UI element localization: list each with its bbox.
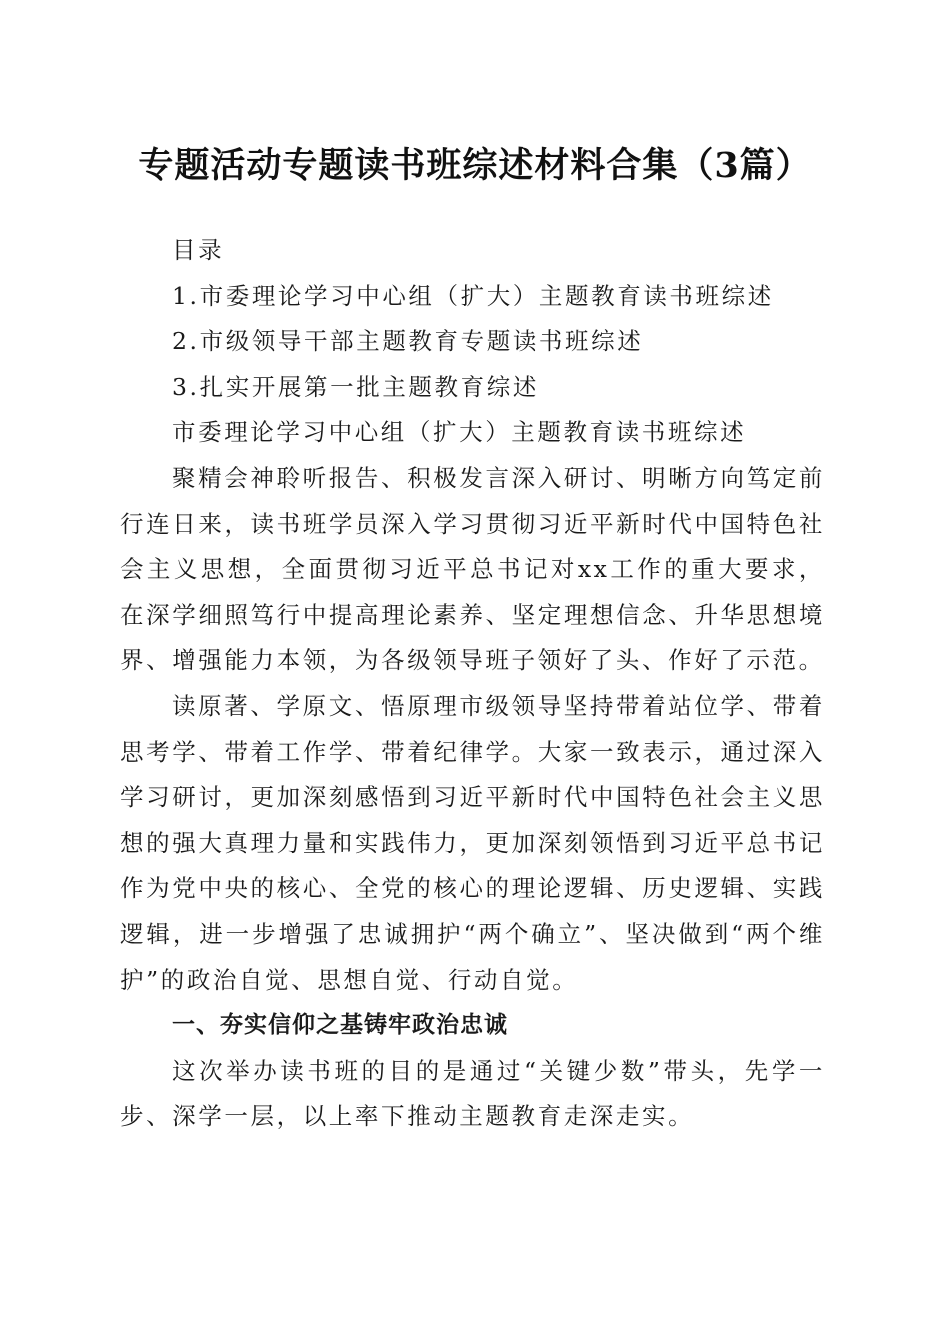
paragraph-1: 聚精会神聆听报告、积极发言深入研讨、明晰方向笃定前行连日来，读书班学员深入学习贯彻习近平新时代中国特色社会主义思想，全面贯彻习近平总书记对xx工作的重大要求，在深学细照笃行中提高理论素养、坚定理想信念、升华思想境界、增强能力本领，为各级领导班子领好了头、作好了示范。 [120, 463, 825, 675]
paragraph-2: 读原著、学原文、悟原理市级领导坚持带着站位学、带着思考学、带着工作学、带着纪律学。大家一致表示，通过深入学习研讨，更加深刻感悟到习近平新时代中国特色社会主义思想的强大真理力量和实践伟力，更加深刻领悟到习近平总书记作为党中央的核心、全党的核心的理论逻辑、历史逻辑、实践逻辑，进一步增强了忠诚拥护“两个确立”、坚决做到“两个维护”的政治自觉、思想自觉、行动自觉。 [120, 691, 825, 994]
document-title: 专题活动专题读书班综述材料合集（3篇） [138, 145, 812, 186]
toc-label: 目录 [172, 236, 225, 264]
paragraph-3: 这次举办读书班的目的是通过“关键少数”带头，先学一步、深学一层，以上率下推动主题教育走深走实。 [120, 1056, 825, 1131]
toc-item-3: 3.扎实开展第一批主题教育综述 [172, 372, 539, 401]
section-title: 市委理论学习中心组（扩大）主题教育读书班综述 [172, 418, 747, 447]
toc-item-2: 2.市级领导干部主题教育专题读书班综述 [172, 327, 644, 356]
section-heading-1: 一、夯实信仰之基铸牢政治忠诚 [172, 1012, 508, 1039]
document-body [120, 228, 825, 1140]
toc-item-1: 1.市委理论学习中心组（扩大）主题教育读书班综述 [172, 281, 774, 310]
